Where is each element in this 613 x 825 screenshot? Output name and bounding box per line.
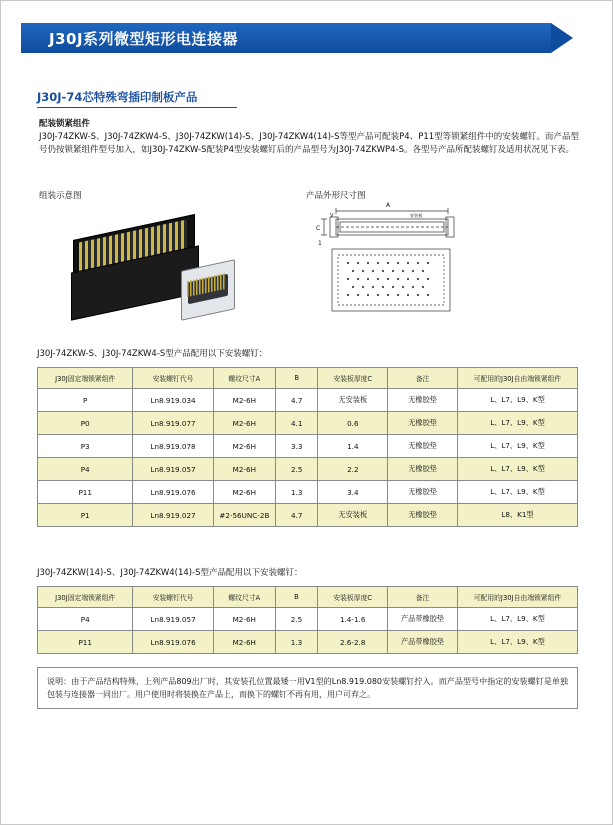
cell: P11 <box>38 481 133 504</box>
table-row <box>38 458 578 481</box>
cell: M2-6H <box>213 389 275 412</box>
cell: 1.3 <box>275 631 317 654</box>
cell: 无橡胶垫 <box>388 481 458 504</box>
cell: P3 <box>38 435 133 458</box>
cell: L、L7、L9、K型 <box>458 389 578 412</box>
cell: 3.3 <box>276 435 318 458</box>
cell: Ln8.919.057 <box>133 608 213 631</box>
svg-text:V: V <box>330 213 334 219</box>
cell: L、L7、L9、K型 <box>458 481 578 504</box>
cell: #2-56UNC-2B <box>213 504 275 527</box>
table2-header-2: 螺纹尺寸A <box>213 587 275 608</box>
table2-header-3: B <box>275 587 317 608</box>
cell: 1.4 <box>318 435 388 458</box>
cell: 无橡胶垫 <box>388 458 458 481</box>
table-row <box>38 631 578 654</box>
cell: 无安装板 <box>318 389 388 412</box>
table-header-row <box>38 587 578 608</box>
table1-header-0: J30J固定端锁紧组件 <box>38 368 133 389</box>
table2-header-4: 安装板厚度C <box>318 587 388 608</box>
table-row <box>38 504 578 527</box>
section-title: J30J-74芯特殊弯插印制板产品 <box>37 90 198 104</box>
cell: L、L7、L9、K型 <box>458 412 578 435</box>
cell: 产品带橡胶垫 <box>388 631 458 654</box>
table1-header-2: 螺纹尺寸A <box>213 368 275 389</box>
cell: Ln8.919.034 <box>133 389 213 412</box>
footnote-box: 说明：由于产品结构特殊，上列产品809出厂时，其安装孔位置最矮一用V1型的Ln8.919.080安装螺钉拧入。而产品型号中指定的安装螺钉是单独包装与连接器一同出厂。用户使用时将装换在产品上，而换下的螺钉不再有用，用户可弃之。 <box>37 667 578 709</box>
connector-photo <box>63 219 233 324</box>
cell: Ln8.919.078 <box>133 435 213 458</box>
section-paragraph: J30J-74ZKW-S、J30J-74ZKW4-S、J30J-74ZKW(14)-S、J30J-74ZKW4(14)-S等型产品可配装P4、P11型等锁紧组件中的安装螺钉。而产品型号仍按锁紧组件型号加入，如J30J-74ZKW-S配装P4型安装螺钉后的产品型号为J30J-74ZKWP4-S。各型号产品所配装螺钉及适用状况见下表。 <box>39 132 579 155</box>
cell: 无橡胶垫 <box>388 504 458 527</box>
table-row <box>38 412 578 435</box>
table-row <box>38 389 578 412</box>
outline-drawing-svg <box>306 197 496 327</box>
cell: 4.1 <box>276 412 318 435</box>
cell: 2.5 <box>275 608 317 631</box>
cell: 2.5 <box>276 458 318 481</box>
svg-text:A: A <box>385 202 391 209</box>
cell: M2-6H <box>213 412 275 435</box>
table1-header-6: 可配用的J30J自由端锁紧组件 <box>458 368 578 389</box>
cell: 3.4 <box>318 481 388 504</box>
table-header-row <box>38 368 578 389</box>
cell: L、L7、L9、K型 <box>457 608 577 631</box>
figure-caption-assembly: 组装示意图 <box>39 191 82 201</box>
cell: P4 <box>38 608 133 631</box>
cell: L、L7、L9、K型 <box>457 631 577 654</box>
cell: Ln8.919.076 <box>133 481 213 504</box>
cell: Ln8.919.027 <box>133 504 213 527</box>
cell: 0.6 <box>318 412 388 435</box>
table2-caption: J30J-74ZKW(14)-S、J30J-74ZKW4(14)-S型产品配用以下安装螺钉： <box>37 568 303 578</box>
table2-header-1: 安装螺钉代号 <box>133 587 213 608</box>
cell: 无橡胶垫 <box>388 412 458 435</box>
screw-config-table-1 <box>37 367 578 527</box>
table1-caption: J30J-74ZKW-S、J30J-74ZKW4-S型产品配用以下安装螺钉： <box>37 349 268 359</box>
table1-header-3: B <box>276 368 318 389</box>
cell: P4 <box>38 458 133 481</box>
cell: 无橡胶垫 <box>388 435 458 458</box>
table-row <box>38 481 578 504</box>
cell: Ln8.919.076 <box>133 631 213 654</box>
svg-text:安装板: 安装板 <box>410 213 423 218</box>
cell: P0 <box>38 412 133 435</box>
cell: 4.7 <box>276 504 318 527</box>
table1-header-1: 安装螺钉代号 <box>133 368 213 389</box>
table-row <box>38 608 578 631</box>
cell: M2-6H <box>213 458 275 481</box>
figure-caption-outline: 产品外形尺寸图 <box>306 191 366 201</box>
cell: 4.7 <box>276 389 318 412</box>
cell: L、L7、L9、K型 <box>458 458 578 481</box>
cell: 2.6-2.8 <box>318 631 388 654</box>
cell: 1.4-1.6 <box>318 608 388 631</box>
cell: 2.2 <box>318 458 388 481</box>
section-underline <box>37 107 237 108</box>
cell: M2-6H <box>213 608 275 631</box>
cell: M2-6H <box>213 481 275 504</box>
svg-text:1: 1 <box>318 240 322 247</box>
table-row <box>38 435 578 458</box>
table2-header-0: J30J固定端锁紧组件 <box>38 587 133 608</box>
table1-header-5: 备注 <box>388 368 458 389</box>
cell: Ln8.919.057 <box>133 458 213 481</box>
cell: Ln8.919.077 <box>133 412 213 435</box>
cell: L8、K1型 <box>458 504 578 527</box>
table2-header-5: 备注 <box>388 587 458 608</box>
table1-header-4: 安装板厚度C <box>318 368 388 389</box>
outline-dimension-drawing <box>306 197 496 327</box>
cell: 无安装板 <box>318 504 388 527</box>
cell: L、L7、L9、K型 <box>458 435 578 458</box>
cell: P <box>38 389 133 412</box>
cell: M2-6H <box>213 435 275 458</box>
cell: 产品带橡胶垫 <box>388 608 458 631</box>
cell: M2-6H <box>213 631 275 654</box>
banner-arrow <box>551 23 573 53</box>
table2-header-6: 可配用的J30J自由端锁紧组件 <box>457 587 577 608</box>
subsection-label: 配装锁紧组件 <box>39 119 91 129</box>
cell: P1 <box>38 504 133 527</box>
cell: 1.3 <box>276 481 318 504</box>
page-title: J30J系列微型矩形电连接器 <box>49 30 239 48</box>
cell: 无橡胶垫 <box>388 389 458 412</box>
svg-text:C: C <box>316 225 321 232</box>
cell: P11 <box>38 631 133 654</box>
screw-config-table-2 <box>37 586 578 654</box>
page-header-banner <box>21 23 593 53</box>
